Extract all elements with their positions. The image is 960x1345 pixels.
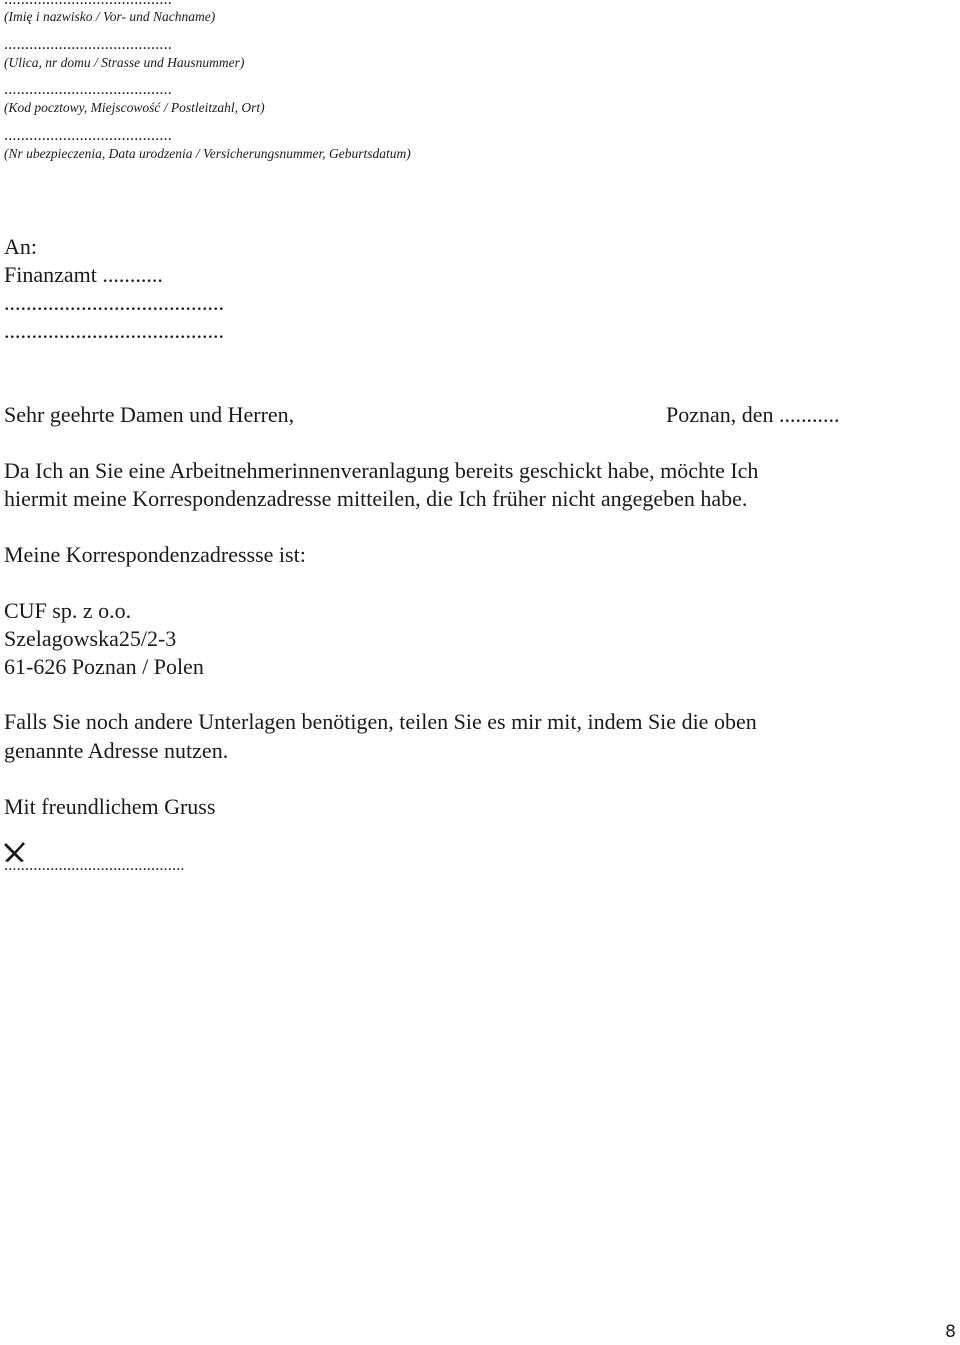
recipient-office: Finanzamt ........... — [4, 262, 163, 287]
body-paragraph-2-line-1: Falls Sie noch andere Unterlagen benötigen, teilen Sie es mir mit, indem Sie die oben — [4, 709, 757, 734]
recipient-label: An: — [4, 234, 37, 259]
salutation: Sehr geehrte Damen und Herren, — [4, 402, 295, 427]
sender-city-caption: (Kod pocztowy, Miejscowość / Postleitzahl, Ort) — [4, 100, 265, 115]
place-date: Poznan, den ........... — [666, 402, 840, 427]
address-intro: Meine Korrespondenzadressse ist: — [4, 542, 306, 567]
sender-street-line: ........................................ — [4, 36, 172, 53]
address-line-city: 61-626 Poznan / Polen — [4, 654, 204, 679]
sender-city-line: ........................................ — [4, 81, 172, 98]
body-paragraph-1-line-1: Da Ich an Sie eine Arbeitnehmerinnenveranlagung bereits geschickt habe, möchte Ich — [4, 458, 759, 483]
closing: Mit freundlichem Gruss — [4, 794, 216, 819]
address-line-company: CUF sp. z o.o. — [4, 598, 132, 623]
address-line-street: Szelagowska25/2-3 — [4, 626, 177, 651]
page-number: 8 — [945, 1322, 956, 1342]
sender-name-caption: (Imię i nazwisko / Vor- und Nachname) — [4, 9, 216, 24]
recipient-line-3: ........................................ — [4, 318, 224, 343]
signature-line: ........................................... — [4, 857, 185, 874]
recipient-line-2: ........................................ — [4, 290, 224, 315]
sender-insurance-line: ........................................ — [4, 127, 172, 144]
sender-insurance-caption: (Nr ubezpieczenia, Data urodzenia / Versicherungsnummer, Geburtsdatum) — [4, 146, 411, 161]
sender-name-line — [4, 0, 172, 8]
body-paragraph-2-line-2: genannte Adresse nutzen. — [4, 738, 229, 763]
sender-street-caption: (Ulica, nr domu / Strasse und Hausnummer) — [4, 55, 245, 70]
body-paragraph-1-line-2: hiermit meine Korrespondenzadresse mitteilen, die Ich früher nicht angegeben habe. — [4, 486, 748, 511]
